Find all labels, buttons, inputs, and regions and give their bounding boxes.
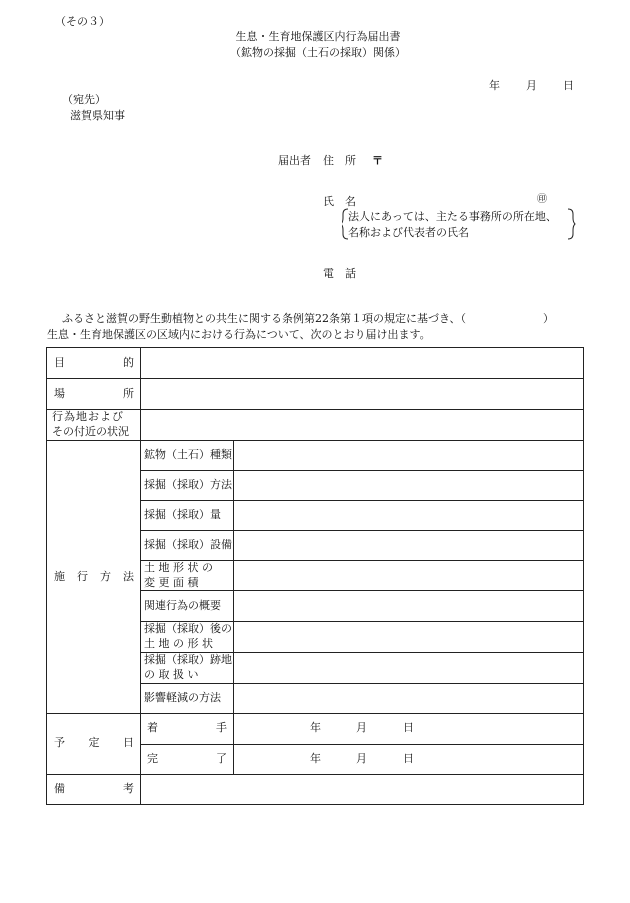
site-status-line1: 行為地および bbox=[52, 410, 124, 423]
statement-line1: ふるさと滋賀の野生動植物との共生に関する条例第22条第１項の規定に基づき、（ ） bbox=[62, 312, 555, 325]
schedule-char-2: 定 bbox=[88, 736, 100, 749]
extraction-amount-field[interactable] bbox=[235, 502, 582, 529]
finish-label bbox=[147, 752, 227, 767]
method-post-extraction-shape bbox=[144, 622, 232, 652]
remarks-label bbox=[54, 782, 134, 797]
finish-char-2: 了 bbox=[216, 752, 227, 765]
method-extraction-equipment: 採掘（採取）設備 bbox=[144, 538, 232, 551]
schedule-char-3: 日 bbox=[123, 736, 134, 749]
method-impact-mitigation: 影響軽減の方法 bbox=[144, 691, 221, 704]
finish-month-label: 月 bbox=[356, 752, 367, 765]
site-status-label bbox=[52, 410, 129, 440]
site-status-line2: その付近の状況 bbox=[52, 424, 129, 438]
finish-day-label: 日 bbox=[403, 752, 414, 765]
cm-char-3: 方 bbox=[100, 570, 111, 583]
corporation-note-line2: 名称および代表者の氏名 bbox=[348, 226, 469, 239]
schedule-label bbox=[54, 736, 134, 751]
method-extraction-method: 採掘（採取）方法 bbox=[144, 478, 232, 491]
start-char-1: 着 bbox=[147, 721, 158, 734]
corporation-note-line1: 法人にあっては、主たる事務所の所在地、 bbox=[348, 210, 557, 223]
schedule-char-1: 予 bbox=[54, 736, 65, 749]
finish-year-label: 年 bbox=[310, 752, 321, 765]
purpose-label bbox=[54, 356, 134, 371]
location-char-1: 場 bbox=[54, 387, 65, 400]
construction-method-label bbox=[54, 570, 134, 585]
address-label: 住 所 bbox=[323, 154, 356, 167]
location-field[interactable] bbox=[142, 380, 582, 408]
start-month-label: 月 bbox=[356, 721, 367, 734]
form-title: 生息・生育地保護区内行為届出書 bbox=[235, 30, 401, 43]
site-status-field[interactable] bbox=[142, 411, 582, 439]
site-handling-line1: 採掘（採取）跡地 bbox=[144, 653, 232, 666]
remarks-char-1: 備 bbox=[54, 782, 65, 795]
purpose-char-2: 的 bbox=[123, 356, 134, 369]
addressee: 滋賀県知事 bbox=[70, 109, 125, 122]
date-month-label: 月 bbox=[526, 79, 537, 92]
cm-char-1: 施 bbox=[54, 570, 65, 583]
impact-mitigation-field[interactable] bbox=[235, 685, 582, 712]
addressee-prefix: （宛先） bbox=[62, 93, 106, 106]
seal-mark: ㊞ bbox=[537, 194, 547, 205]
form-subtitle: （鉱物の採掘（土石の採取）関係） bbox=[230, 46, 406, 59]
post-shape-line1: 採掘（採取）後の bbox=[144, 622, 232, 635]
extraction-equipment-field[interactable] bbox=[235, 532, 582, 559]
notifier-label: 届出者 bbox=[278, 154, 311, 167]
post-shape-line2: 土 地 の 形 状 bbox=[144, 636, 213, 650]
start-char-2: 手 bbox=[216, 721, 227, 734]
method-site-handling bbox=[144, 653, 232, 683]
location-char-2: 所 bbox=[123, 387, 134, 400]
start-label bbox=[147, 721, 227, 736]
phone-label: 電 話 bbox=[323, 267, 356, 280]
statement-line2: 生息・生育地保護区の区域内における行為について、次のとおり届け出ます。 bbox=[47, 328, 431, 341]
finish-char-1: 完 bbox=[147, 752, 158, 765]
remarks-field[interactable] bbox=[142, 776, 582, 803]
date-year-label: 年 bbox=[489, 79, 500, 92]
site-handling-field[interactable] bbox=[235, 654, 582, 682]
date-day-label: 日 bbox=[563, 79, 574, 92]
mineral-type-field[interactable] bbox=[235, 442, 582, 469]
start-year-label: 年 bbox=[310, 721, 321, 734]
cm-char-4: 法 bbox=[123, 570, 134, 583]
form-number: （その３） bbox=[55, 15, 110, 28]
location-label bbox=[54, 387, 134, 402]
site-handling-line2: の 取 扱 い bbox=[144, 667, 199, 681]
remarks-char-2: 考 bbox=[123, 782, 134, 795]
method-extraction-amount: 採掘（採取）量 bbox=[144, 508, 221, 521]
method-land-change-area bbox=[144, 561, 213, 591]
purpose-field[interactable] bbox=[142, 349, 582, 377]
cm-char-2: 行 bbox=[77, 570, 88, 583]
postal-mark: 〒 bbox=[372, 154, 383, 167]
land-change-line2: 変 更 面 積 bbox=[144, 575, 199, 589]
post-extraction-shape-field[interactable] bbox=[235, 623, 582, 651]
related-activity-field[interactable] bbox=[235, 592, 582, 620]
name-label: 氏 名 bbox=[323, 195, 356, 208]
method-related-activity: 関連行為の概要 bbox=[144, 599, 221, 612]
purpose-char-1: 目 bbox=[54, 356, 65, 369]
extraction-method-field[interactable] bbox=[235, 472, 582, 499]
method-mineral-type: 鉱物（土石）種類 bbox=[144, 448, 232, 461]
start-day-label: 日 bbox=[403, 721, 414, 734]
land-change-area-field[interactable] bbox=[235, 562, 582, 589]
land-change-line1: 土 地 形 状 の bbox=[144, 561, 213, 574]
